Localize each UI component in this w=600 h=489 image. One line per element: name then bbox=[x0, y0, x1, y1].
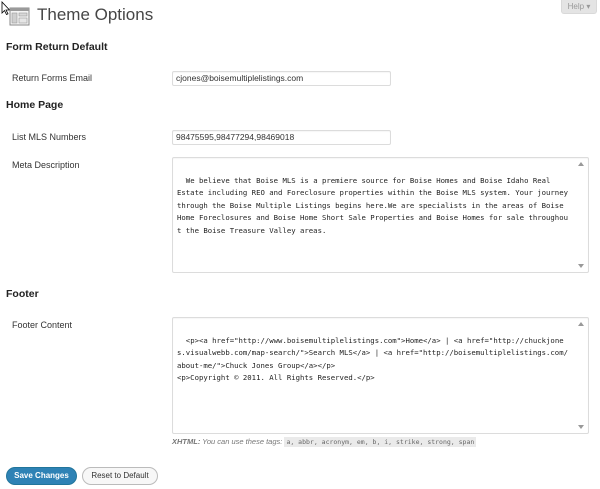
xhtml-label: XHTML: bbox=[172, 437, 201, 446]
xhtml-text: You can use these tags: bbox=[202, 437, 283, 446]
scroll-down-icon[interactable] bbox=[578, 425, 584, 429]
xhtml-allowed-tags-note bbox=[172, 437, 476, 446]
footer-content-text: <p><a href="http://www.boisemultiplelistings.com">Home</a> | <a href="http://chuckjones.visualwebb.com/map-search/">Search MLS</a> | <a href="http://boisemultiplelistings.com/about-me/">Chuck Jones Group</a></p> <p>Copyright © 2011. All Rights Reserved.</p> bbox=[177, 335, 568, 382]
meta-description-text: We believe that Boise MLS is a premiere source for Boise Homes and Boise Idaho Real Estate including REO and Foreclosure properties within the Boise MLS system. Your journey through the Boise Multiple Listings begins here.We are specialists in the areas of Boise Home Foreclosures and Boise Home Short Sale Properties and Boise Homes for sale throughout the Boise Treasure Valley areas. bbox=[177, 175, 568, 235]
settings-page-icon bbox=[9, 6, 30, 27]
meta-description-scrollbar[interactable] bbox=[576, 159, 587, 271]
footer-content-label: Footer Content bbox=[12, 320, 73, 330]
scroll-down-icon[interactable] bbox=[578, 264, 584, 268]
save-changes-button[interactable]: Save Changes bbox=[6, 467, 77, 485]
scroll-up-icon[interactable] bbox=[578, 162, 584, 166]
xhtml-tags: a, abbr, acronym, em, b, i, strike, strong, span bbox=[286, 438, 475, 446]
meta-description-textarea[interactable] bbox=[172, 157, 589, 273]
reset-to-default-button[interactable]: Reset to Default bbox=[82, 467, 158, 485]
section-title-footer: Footer bbox=[6, 288, 39, 300]
return-email-input[interactable]: cjones@boisemultiplelistings.com bbox=[172, 71, 391, 86]
meta-description-label: Meta Description bbox=[12, 160, 80, 170]
mls-numbers-input[interactable]: 98475595,98477294,98469018 bbox=[172, 130, 391, 145]
section-title-home-page: Home Page bbox=[6, 99, 64, 111]
help-tab[interactable]: Help ▾ bbox=[561, 0, 597, 14]
mls-numbers-label: List MLS Numbers bbox=[12, 132, 87, 142]
scroll-up-icon[interactable] bbox=[578, 322, 584, 326]
footer-content-textarea[interactable] bbox=[172, 317, 589, 434]
footer-content-scrollbar[interactable] bbox=[576, 319, 587, 432]
return-email-label: Return Forms Email bbox=[12, 73, 93, 83]
page-title: Theme Options bbox=[37, 5, 154, 24]
section-title-form-return: Form Return Default bbox=[6, 41, 108, 53]
